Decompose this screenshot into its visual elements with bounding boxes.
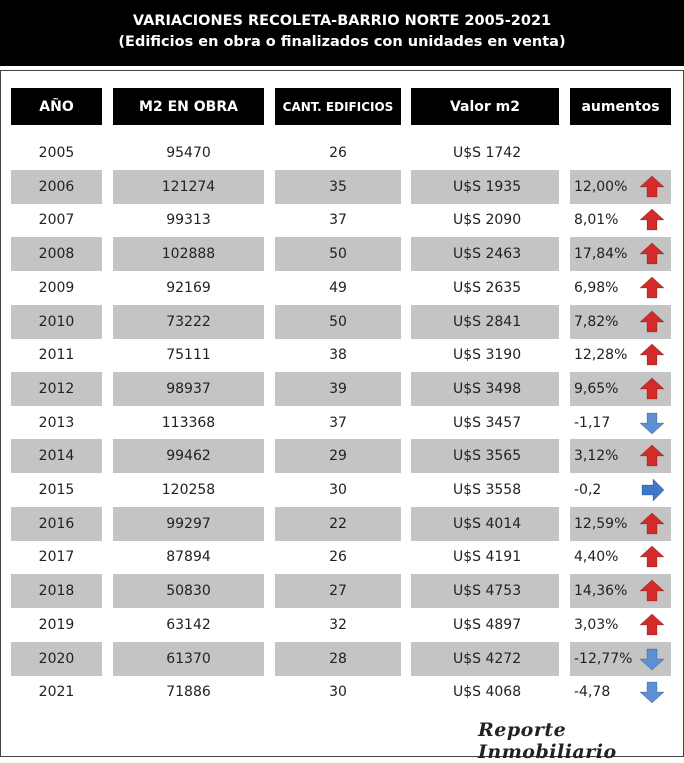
buildings-cell xyxy=(275,372,401,406)
buildings-cell-text: 29 xyxy=(329,448,347,465)
year-cell-text: 2009 xyxy=(38,279,75,296)
m2-cell xyxy=(113,203,264,237)
arrow-up-icon xyxy=(639,310,665,334)
value-cell-text: U$S 4272 xyxy=(453,650,522,667)
value-cell-text: U$S 3558 xyxy=(453,482,522,498)
m2-cell-text: 102888 xyxy=(161,246,216,263)
table-row xyxy=(0,608,684,642)
value-cell xyxy=(411,237,559,271)
year-cell-text: 2017 xyxy=(38,549,75,566)
m2-cell-text: 61370 xyxy=(166,650,211,667)
year-cell-text: 2011 xyxy=(38,347,75,364)
m2-cell xyxy=(113,574,264,608)
arrow-down-icon xyxy=(639,411,665,435)
table-row xyxy=(0,642,684,676)
value-cell-text: U$S 3457 xyxy=(453,414,522,431)
buildings-cell xyxy=(275,406,401,440)
value-cell xyxy=(411,203,559,237)
buildings-cell xyxy=(275,675,401,709)
value-cell xyxy=(411,406,559,440)
value-cell-text: U$S 3565 xyxy=(453,448,522,465)
buildings-cell-text: 26 xyxy=(329,145,347,161)
arrow-down-icon xyxy=(639,680,665,704)
value-cell-text: U$S 1935 xyxy=(453,178,522,195)
buildings-cell-text: 49 xyxy=(329,279,347,296)
increase-cell xyxy=(570,305,671,339)
header-value: Valor m2 xyxy=(411,88,559,125)
m2-cell xyxy=(113,540,264,574)
value-cell xyxy=(411,574,559,608)
year-cell xyxy=(11,574,102,608)
buildings-cell xyxy=(275,439,401,473)
m2-cell-text: 98937 xyxy=(166,380,211,397)
buildings-cell-text: 28 xyxy=(329,650,347,667)
m2-cell-text: 75111 xyxy=(166,347,211,364)
value-cell-text: U$S 2090 xyxy=(453,212,522,229)
header-year: AÑO xyxy=(11,88,102,125)
year-cell-text: 2020 xyxy=(38,650,75,667)
buildings-cell xyxy=(275,170,401,204)
m2-cell xyxy=(113,170,264,204)
table-row xyxy=(0,237,684,271)
increase-cell-text: -1,17 xyxy=(574,414,611,431)
increase-cell-text: 8,01% xyxy=(574,212,619,229)
value-cell xyxy=(411,642,559,676)
buildings-cell-text: 22 xyxy=(329,515,347,532)
value-cell-text: U$S 3498 xyxy=(453,380,522,397)
table-title xyxy=(0,0,684,66)
table-row xyxy=(0,305,684,339)
year-cell xyxy=(11,642,102,676)
increase-cell xyxy=(570,338,671,372)
buildings-cell xyxy=(275,237,401,271)
arrow-up-icon xyxy=(639,444,665,468)
year-cell-text: 2014 xyxy=(38,448,75,465)
buildings-cell xyxy=(275,507,401,541)
increase-cell-text: 12,59% xyxy=(574,515,628,532)
value-cell xyxy=(411,338,559,372)
year-cell xyxy=(11,338,102,372)
m2-cell xyxy=(113,372,264,406)
m2-cell-text: 95470 xyxy=(166,145,211,161)
m2-cell xyxy=(113,507,264,541)
increase-cell xyxy=(570,574,671,608)
year-cell-text: 2019 xyxy=(38,616,75,633)
brand-logo: Reporte Inmobiliario xyxy=(478,719,617,763)
value-cell-text: U$S 2841 xyxy=(453,313,522,330)
arrow-up-icon xyxy=(639,512,665,536)
increase-cell xyxy=(570,540,671,574)
buildings-cell xyxy=(275,338,401,372)
buildings-cell xyxy=(275,203,401,237)
m2-cell-text: 121274 xyxy=(161,178,216,195)
m2-cell xyxy=(113,237,264,271)
value-cell xyxy=(411,540,559,574)
arrow-right-icon xyxy=(639,478,665,502)
arrow-up-icon xyxy=(639,208,665,232)
increase-cell-text: 12,28% xyxy=(574,347,628,364)
value-cell xyxy=(411,675,559,709)
year-cell xyxy=(11,372,102,406)
increase-cell-text: 6,98% xyxy=(574,279,619,296)
buildings-cell-text: 50 xyxy=(329,246,347,263)
buildings-cell xyxy=(275,305,401,339)
m2-cell-text: 87894 xyxy=(166,549,211,566)
increase-cell xyxy=(570,271,671,305)
buildings-cell xyxy=(275,136,401,170)
buildings-cell-text: 50 xyxy=(329,313,347,330)
year-cell xyxy=(11,406,102,440)
buildings-cell-text: 35 xyxy=(329,178,347,195)
year-cell-text: 2010 xyxy=(38,313,75,330)
buildings-cell-text: 39 xyxy=(329,380,347,397)
value-cell xyxy=(411,473,559,507)
table-row xyxy=(0,271,684,305)
arrow-up-icon xyxy=(639,613,665,637)
increase-cell xyxy=(570,439,671,473)
value-cell-text: U$S 3190 xyxy=(453,347,522,364)
value-cell xyxy=(411,136,559,170)
buildings-cell-text: 32 xyxy=(329,616,347,633)
arrow-up-icon xyxy=(639,276,665,300)
m2-cell-text: 92169 xyxy=(166,279,211,296)
table-row xyxy=(0,136,684,170)
value-cell-text: U$S 4068 xyxy=(453,684,522,701)
value-cell xyxy=(411,439,559,473)
table-row xyxy=(0,473,684,507)
buildings-cell xyxy=(275,540,401,574)
buildings-cell-text: 37 xyxy=(329,414,347,431)
year-cell-text: 2016 xyxy=(38,515,75,532)
increase-cell-text: -0,2 xyxy=(574,482,602,498)
increase-cell xyxy=(570,237,671,271)
buildings-cell xyxy=(275,271,401,305)
year-cell-text: 2005 xyxy=(38,145,75,161)
year-cell-text: 2015 xyxy=(38,482,75,498)
value-cell xyxy=(411,608,559,642)
year-cell-text: 2007 xyxy=(38,212,75,229)
increase-cell xyxy=(570,170,671,204)
value-cell xyxy=(411,507,559,541)
year-cell xyxy=(11,507,102,541)
table-row xyxy=(0,203,684,237)
table-row xyxy=(0,675,684,709)
m2-cell xyxy=(113,271,264,305)
title-line-2: (Edificios en obra o finalizados con unidades en venta) xyxy=(118,34,566,50)
increase-cell xyxy=(570,372,671,406)
increase-cell xyxy=(570,608,671,642)
increase-cell-text: 17,84% xyxy=(574,246,628,263)
arrow-up-icon xyxy=(639,242,665,266)
m2-cell xyxy=(113,338,264,372)
buildings-cell xyxy=(275,473,401,507)
increase-cell xyxy=(570,473,671,507)
year-cell-text: 2021 xyxy=(38,684,75,701)
increase-cell xyxy=(570,642,671,676)
increase-cell-text: 3,03% xyxy=(574,616,619,633)
increase-cell-text: 7,82% xyxy=(574,313,619,330)
increase-cell-text: -12,77% xyxy=(574,650,633,667)
m2-cell-text: 99462 xyxy=(166,448,211,465)
arrow-up-icon xyxy=(639,343,665,367)
m2-cell-text: 120258 xyxy=(161,482,216,498)
header-buildings: CANT. EDIFICIOS xyxy=(275,88,401,125)
year-cell xyxy=(11,540,102,574)
m2-cell-text: 63142 xyxy=(166,616,211,633)
m2-cell-text: 113368 xyxy=(161,414,216,431)
arrow-up-icon xyxy=(639,545,665,569)
increase-cell-text: 4,40% xyxy=(574,549,619,566)
table-row xyxy=(0,540,684,574)
value-cell-text: U$S 4753 xyxy=(453,583,522,600)
m2-cell xyxy=(113,608,264,642)
value-cell xyxy=(411,372,559,406)
increase-cell-text: 14,36% xyxy=(574,583,628,600)
m2-cell xyxy=(113,406,264,440)
increase-cell xyxy=(570,406,671,440)
year-cell xyxy=(11,203,102,237)
year-cell-text: 2008 xyxy=(38,246,75,263)
value-cell-text: U$S 4191 xyxy=(453,549,522,566)
buildings-cell-text: 27 xyxy=(329,583,347,600)
increase-cell xyxy=(570,675,671,709)
buildings-cell-text: 26 xyxy=(329,549,347,566)
buildings-cell-text: 38 xyxy=(329,347,347,364)
m2-cell xyxy=(113,675,264,709)
year-cell xyxy=(11,271,102,305)
buildings-cell xyxy=(275,642,401,676)
year-cell xyxy=(11,237,102,271)
m2-cell-text: 50830 xyxy=(166,583,211,600)
increase-cell-text: 9,65% xyxy=(574,380,619,397)
increase-cell xyxy=(570,203,671,237)
value-cell-text: U$S 2635 xyxy=(453,279,522,296)
year-cell xyxy=(11,473,102,507)
m2-cell xyxy=(113,305,264,339)
year-cell xyxy=(11,675,102,709)
year-cell xyxy=(11,170,102,204)
buildings-cell-text: 30 xyxy=(329,482,347,498)
increase-cell xyxy=(570,507,671,541)
table-row xyxy=(0,406,684,440)
m2-cell xyxy=(113,439,264,473)
header-increase: aumentos xyxy=(570,88,671,125)
year-cell xyxy=(11,305,102,339)
header-m2: M2 EN OBRA xyxy=(113,88,264,125)
title-line-1: VARIACIONES RECOLETA-BARRIO NORTE 2005-2021 xyxy=(132,13,552,29)
value-cell-text: U$S 4014 xyxy=(453,515,522,532)
buildings-cell-text: 37 xyxy=(329,212,347,229)
year-cell xyxy=(11,136,102,170)
m2-cell-text: 73222 xyxy=(166,313,211,330)
table-row xyxy=(0,439,684,473)
arrow-down-icon xyxy=(639,647,665,671)
year-cell-text: 2012 xyxy=(38,380,75,397)
table-row xyxy=(0,507,684,541)
m2-cell xyxy=(113,642,264,676)
value-cell xyxy=(411,170,559,204)
arrow-up-icon xyxy=(639,579,665,603)
m2-cell xyxy=(113,473,264,507)
buildings-cell-text: 30 xyxy=(329,684,347,701)
value-cell-text: U$S 1742 xyxy=(453,145,522,161)
increase-cell xyxy=(570,136,671,170)
m2-cell-text: 99313 xyxy=(166,212,211,229)
arrow-up-icon xyxy=(639,175,665,199)
increase-cell-text: 3,12% xyxy=(574,448,619,465)
m2-cell xyxy=(113,136,264,170)
year-cell-text: 2006 xyxy=(38,178,75,195)
increase-cell-text: -4,78 xyxy=(574,684,611,701)
year-cell-text: 2018 xyxy=(38,583,75,600)
value-cell xyxy=(411,271,559,305)
table-row xyxy=(0,372,684,406)
m2-cell-text: 71886 xyxy=(166,684,211,701)
buildings-cell xyxy=(275,608,401,642)
table-row xyxy=(0,338,684,372)
value-cell xyxy=(411,305,559,339)
increase-cell-text: 12,00% xyxy=(574,178,628,195)
year-cell xyxy=(11,439,102,473)
year-cell xyxy=(11,608,102,642)
table-row xyxy=(0,574,684,608)
value-cell-text: U$S 4897 xyxy=(453,616,522,633)
year-cell-text: 2013 xyxy=(38,414,75,431)
table-row xyxy=(0,170,684,204)
value-cell-text: U$S 2463 xyxy=(453,246,522,263)
buildings-cell xyxy=(275,574,401,608)
arrow-up-icon xyxy=(639,377,665,401)
m2-cell-text: 99297 xyxy=(166,515,211,532)
